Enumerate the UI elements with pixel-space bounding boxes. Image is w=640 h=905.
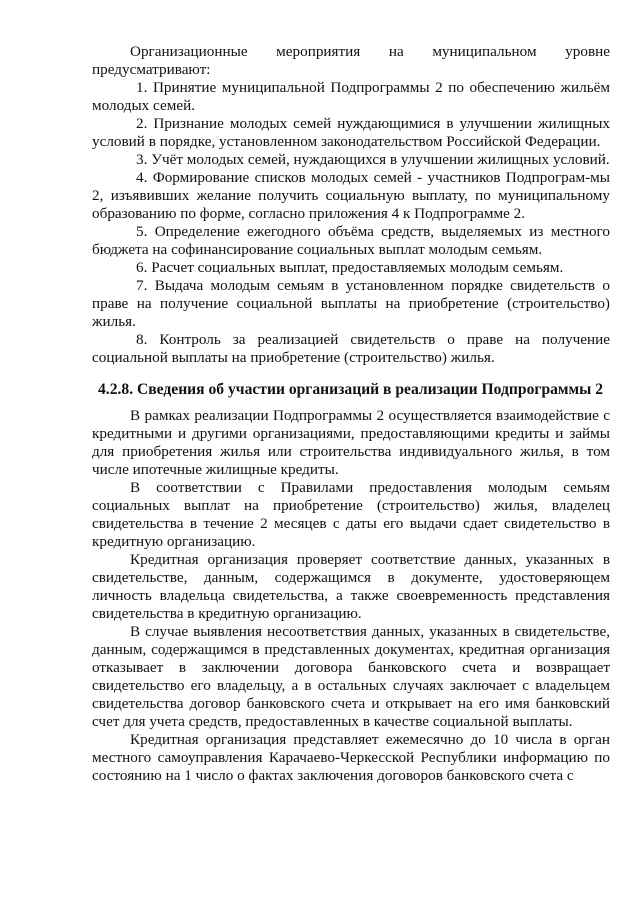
body-paragraph: В соответствии с Правилами предоставления молодым семьям социальных выплат на приобретение (строительство) жилья, владелец свидетельства в течение 2 месяцев с даты его выдачи сдает свидетельство в кредитную организацию. <box>92 479 610 550</box>
list-item: 7. Выдача молодым семьям в установленном порядке свидетельств о праве на получение социальной выплаты на приобретение (строительство) жилья. <box>92 277 610 330</box>
list-item: 6. Расчет социальных выплат, предоставляемых молодым семьям. <box>136 259 564 276</box>
list-item: 2. Признание молодых семей нуждающимися в улучшении жилищных условий в порядке, установленном законодательством Российской Федерации. <box>92 115 610 150</box>
body-paragraph: В рамках реализации Подпрограммы 2 осуществляется взаимодействие с кредитными и другими организациями, предоставляющими кредиты и займы для приобретения жилья или строительства индивидуального жилья, в том числе ипотечные жилищные кредиты. <box>92 407 610 478</box>
body-paragraph: Кредитная организация представляет ежемесячно до 10 числа в орган местного самоуправления Карачаево-Черкесской Республики информацию по состоянию на 1 число о фактах заключения договоров банковского счета с <box>92 731 610 784</box>
body-paragraph: В случае выявления несоответствия данных, указанных в свидетельстве, данным, содержащимся в представленных документах, кредитная организация отказывает в заключении договора банковского счета и возвращает свидетельство его владельцу, а в остальных случаях заключает с владельцем свидетельства договор банковского счета и открывает на его имя банковский счет для учета средств, предоставленных в качестве социальной выплаты. <box>92 623 610 730</box>
list-item: 3. Учёт молодых семей, нуждающихся в улучшении жилищных условий. <box>136 151 610 168</box>
body-paragraph: Кредитная организация проверяет соответствие данных, указанных в свидетельстве, данным, содержащимся в документе, удостоверяющем личность владельца свидетельства, а также своевременность представления свидетельства в кредитную организацию. <box>92 551 610 622</box>
list-item: 8. Контроль за реализацией свидетельств о праве на получение социальной выплаты на приобретение (строительство) жилья. <box>92 331 610 366</box>
intro-paragraph: Организационные мероприятия на муниципальном уровне предусматривают: <box>92 43 610 78</box>
list-item: 4. Формирование списков молодых семей - участников Подпрограм-мы 2, изъявивших желание получить социальную выплату, по муниципальному образованию по форме, согласно приложения 4 к Подпрограмме 2. <box>92 169 610 222</box>
section-heading: 4.2.8. Сведения об участии организаций в реализации Подпрограммы 2 <box>98 381 604 398</box>
list-item: 5. Определение ежегодного объёма средств, выделяемых из местного бюджета на софинансирование социальных выплат молодым семьям. <box>92 223 610 258</box>
list-item: 1. Принятие муниципальной Подпрограммы 2 по обеспечению жильём молодых семей. <box>92 79 610 114</box>
